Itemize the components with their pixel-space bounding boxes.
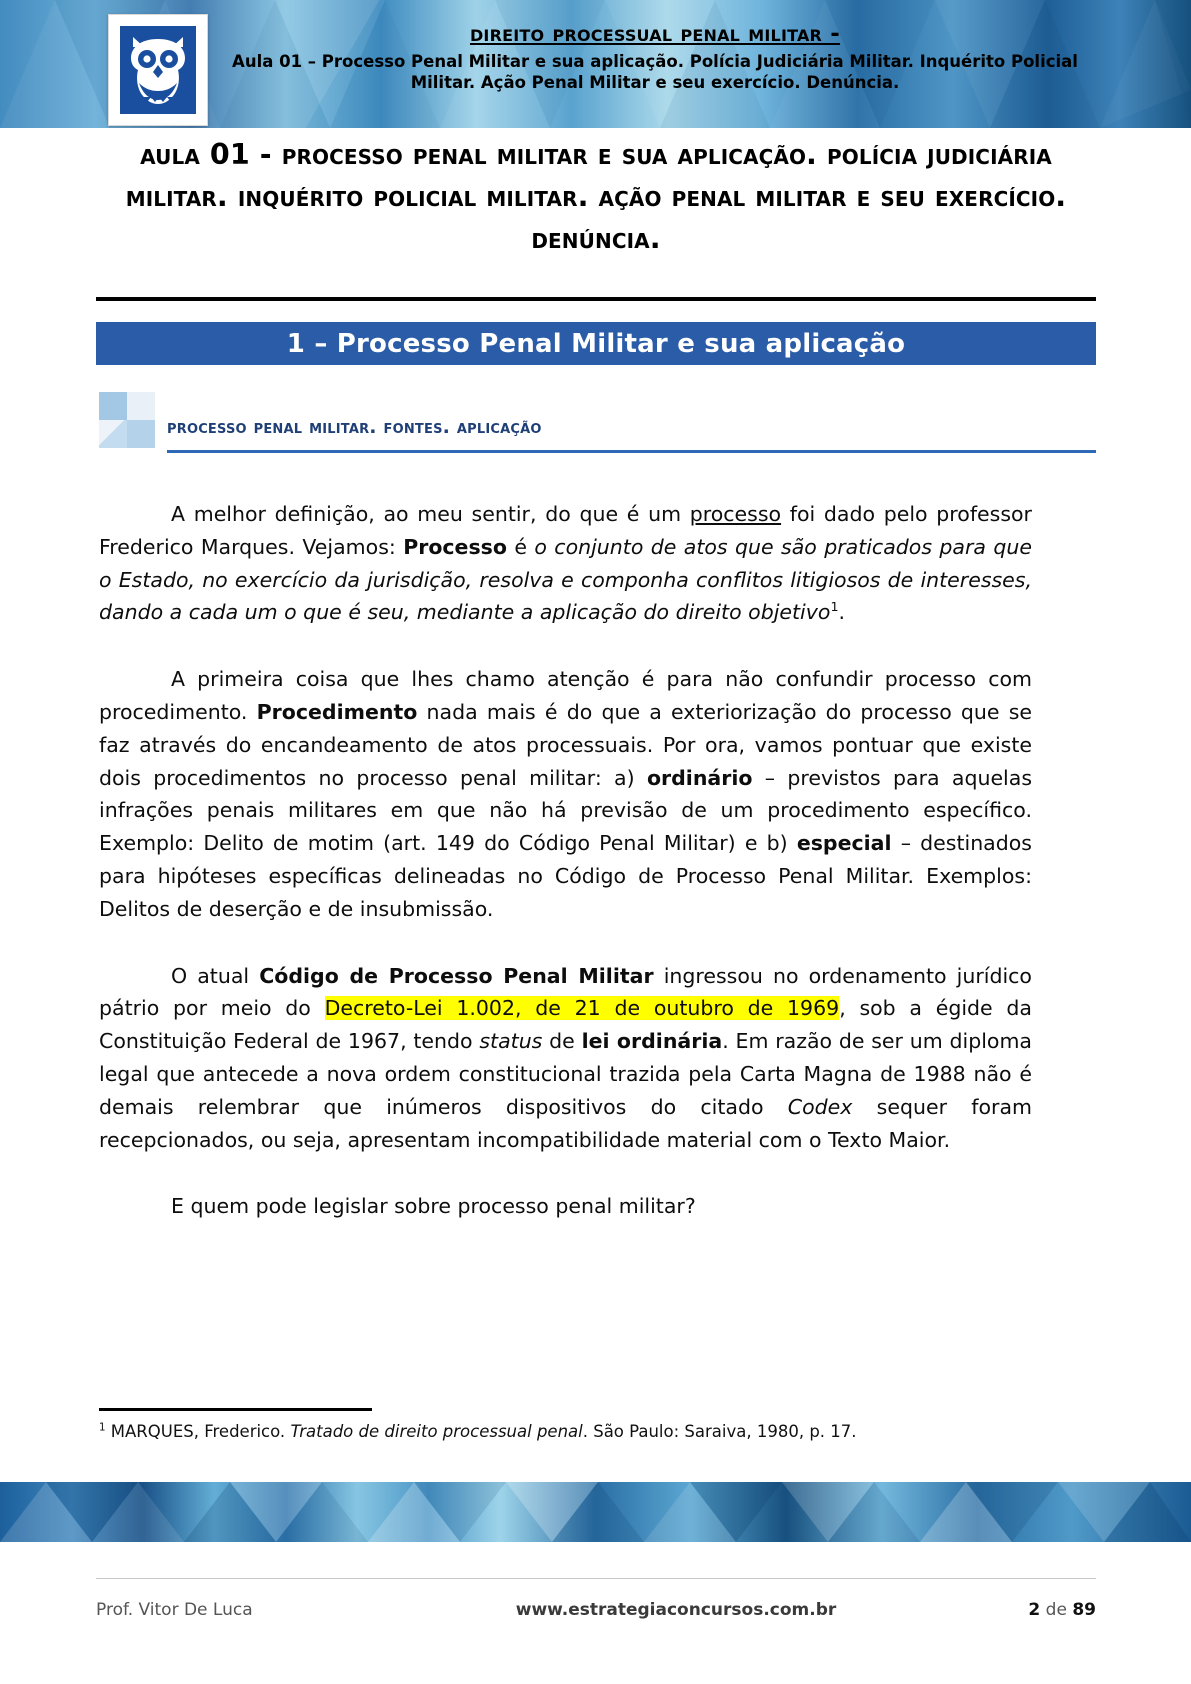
footnote-reference-1: 1 <box>830 599 839 615</box>
page-footer-banner <box>0 1482 1191 1542</box>
paragraph-4: E quem pode legislar sobre processo penal militar? <box>171 1194 696 1219</box>
footer-page-indicator <box>896 1600 1096 1620</box>
footnote-work-title: Tratado de direito processual penal <box>290 1422 583 1441</box>
page-header-banner <box>0 0 1191 128</box>
p3-seg6: sequer foram recepcionados, ou seja, apresentam incompatibilidade material com o Texto Maior. <box>99 1094 1032 1152</box>
p2-seg4: – destinados para hipóteses específicas delineadas no Código de Processo Penal Militar. Exemplos: Delitos de deserção e de insubmissão. <box>99 831 1032 921</box>
p3-seg4: de <box>542 1029 582 1054</box>
p3-italic-status: status <box>479 1029 543 1054</box>
document-body <box>99 498 1032 1223</box>
p3-seg3: , sob a égide da Constituição Federal de 1967, tendo <box>99 996 1032 1054</box>
brand-logo <box>108 14 208 126</box>
p2-bold-procedimento: Procedimento <box>256 699 418 724</box>
header-course-title: direito processual penal militar - <box>469 21 841 47</box>
deco-square-bottom-left <box>99 420 127 448</box>
paragraph-3 <box>99 960 1032 1157</box>
p2-bold-especial: especial <box>796 831 892 856</box>
p2-seg1: A primeira coisa que lhes chamo atenção é para não confundir processo com procedimento. <box>99 667 1032 724</box>
paragraph-2 <box>99 663 1032 925</box>
p2-bold-ordinario: ordinário <box>646 765 753 790</box>
footer-website[interactable]: www.estrategiaconcursos.com.br <box>515 1600 837 1620</box>
footer-page-of: de <box>1040 1600 1073 1620</box>
p1-seg2: foi dado pelo professor Frederico Marques. Vejamos: <box>99 502 1032 559</box>
footnote-separator <box>99 1408 372 1411</box>
footer-author: Prof. Vitor De Luca <box>96 1600 253 1620</box>
deco-square-top-left <box>99 392 127 420</box>
section-banner-label: 1 – Processo Penal Militar e sua aplicação <box>286 328 906 359</box>
p2-seg2: nada mais é do que a exteriorização do processo que se faz através do encandeamento de atos processuais. Por ora, vamos pontuar que existe dois procedimentos no processo penal militar: a) <box>99 699 1033 790</box>
p1-seg1: A melhor definição, ao meu sentir, do que é um <box>171 502 690 526</box>
p3-seg2: ingressou no ordenamento jurídico pátrio por meio do <box>99 963 1032 1021</box>
header-text-block <box>210 22 1100 93</box>
footer-triangles-pattern <box>0 1482 1191 1542</box>
paragraph-1 <box>99 498 1032 629</box>
footer-page-number: 2 <box>1028 1600 1041 1620</box>
p3-seg5: . Em razão de ser um diploma legal que antecede a nova ordem constitucional trazida pela Carta Magna de 1988 não é demais relembrar que inúmeros dispositivos do citado <box>99 1029 1032 1119</box>
title-divider <box>96 297 1096 301</box>
p1-italic-quote: o conjunto de atos que são praticados para que o Estado, no exercício da jurisdição, resolva e componha conflitos litigiosos de interesses, dando a cada um o que é seu, mediante a aplicação do direito objetivo <box>99 534 1032 625</box>
footnote-seg1: MARQUES, Frederico. <box>105 1422 291 1441</box>
highlighted-text: Decreto-Lei 1.002, de 21 de outubro de 1969 <box>324 996 840 1021</box>
p3-bold-lei-ordinaria: lei ordinária <box>581 1029 723 1054</box>
footnote-1 <box>99 1420 1049 1445</box>
page-title: aula 01 - processo penal militar e sua aplicação. polícia judiciária militar. inquérito policial militar. ação penal militar e seu exercício. denúncia. <box>125 138 1067 256</box>
subsection-title: processo penal militar. fontes. aplicação <box>167 416 542 438</box>
deco-square-bottom-right <box>127 420 155 448</box>
p2-seg3: – previstos para aquelas infrações penais militares em que não há previsão de um procedimento específico. Exemplo: Delito de motim (art. 149 do Código Penal Militar) e b) <box>99 765 1032 856</box>
p1-underlined-term: processo <box>689 502 782 526</box>
footnote-seg2: . São Paulo: Saraiva, 1980, p. 17. <box>582 1422 857 1441</box>
footer-page-total: 89 <box>1072 1600 1096 1620</box>
decorative-squares-icon <box>99 392 155 448</box>
deco-square-top-right <box>127 392 155 420</box>
footer-divider <box>96 1578 1096 1579</box>
p3-bold-cppm: Código de Processo Penal Militar <box>259 963 654 988</box>
owl-glyph <box>125 31 191 109</box>
header-lesson-subtitle: Aula 01 – Processo Penal Militar e sua aplicação. Polícia Judiciária Militar. Inquérito Policial Militar. Ação Penal Militar e seu exercício. Denúncia. <box>232 51 1078 92</box>
section-banner <box>96 322 1096 365</box>
p1-bold-term: Processo <box>403 534 507 559</box>
owl-icon <box>120 26 196 114</box>
p1-seg3: é <box>506 534 535 559</box>
footnote-marker: 1 <box>99 1422 106 1434</box>
p3-italic-codex: Codex <box>787 1094 853 1119</box>
p3-seg1: O atual <box>171 963 260 988</box>
p1-seg4: . <box>838 600 846 625</box>
subsection-underline <box>167 450 1096 453</box>
page-footer <box>96 1590 1096 1630</box>
